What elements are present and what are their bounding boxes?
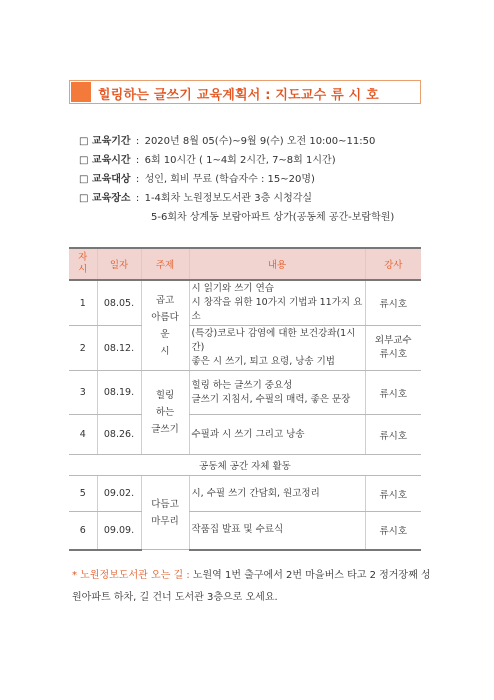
title-box [69, 80, 421, 104]
info-label: □ 교육대상 [79, 174, 131, 185]
table-row [69, 326, 421, 371]
info-value: 6회 10시간 ( 1~4회 2시간, 7~8회 1시간) [144, 155, 336, 166]
session-content: (특강)코로나 감염에 대한 보건강좌(1시간) 좋은 시 쓰기, 퇴고 요령, 낭송 기법 [189, 326, 365, 371]
session-number: 4 [69, 415, 97, 455]
info-location-cont [79, 208, 394, 227]
session-teacher: 류시호 [365, 476, 421, 512]
header-theme: 주제 [141, 248, 189, 280]
table-row [69, 371, 421, 415]
session-date: 08.05. [97, 280, 141, 326]
session-number: 3 [69, 371, 97, 415]
session-teacher: 류시호 [365, 371, 421, 415]
header-teacher: 강사 [365, 248, 421, 280]
session-date: 08.26. [97, 415, 141, 455]
table-row [69, 280, 421, 326]
session-teacher: 류시호 [365, 280, 421, 326]
header-session: 자 시 [69, 248, 97, 280]
session-content: 시, 수필 쓰기 간담회, 원고정리 [189, 476, 365, 512]
info-value: 2020년 8월 05(수)~9월 9(수) 오전 10:00~11:50 [144, 136, 376, 147]
session-date: 09.09. [97, 512, 141, 550]
session-date: 08.12. [97, 326, 141, 371]
info-location: □ 교육장소 : 1-4회차 노원정보도서관 3층 시청각실 [79, 193, 313, 204]
title-square-icon [71, 82, 91, 102]
schedule-table [69, 247, 421, 551]
info-label: □ 교육장소 [79, 193, 131, 204]
info-value: 성인, 회비 무료 (학습자수 : 15~20명) [144, 174, 315, 185]
session-content: 수필과 시 쓰기 그리고 낭송 [189, 415, 365, 455]
table-gap-row [69, 455, 421, 476]
session-theme: 다듬고 마무리 [141, 476, 189, 550]
table-row [69, 415, 421, 455]
session-theme: 곱고 아름다 운 시 [141, 280, 189, 371]
directions-label: * 노원정보도서관 오는 길 : [72, 570, 190, 581]
session-number: 2 [69, 326, 97, 371]
table-row [69, 476, 421, 512]
info-label: □ 교육기간 [79, 136, 131, 147]
session-number: 5 [69, 476, 97, 512]
header-content: 내용 [189, 248, 365, 280]
directions-note [72, 565, 432, 609]
table-header-row [69, 248, 421, 280]
session-date: 08.19. [97, 371, 141, 415]
info-period: □ 교육기간 : 2020년 8월 05(수)~9월 9(수) 오전 10:00~11:50 [79, 136, 376, 147]
course-info [79, 132, 394, 227]
session-theme: 힐링 하는 글쓰기 [141, 371, 189, 455]
session-teacher: 외부교수 류시호 [365, 326, 421, 371]
session-content: 힐링 하는 글쓰기 중요성 글쓰기 지침서, 수필의 매력, 좋은 문장 [189, 371, 365, 415]
session-date: 09.02. [97, 476, 141, 512]
session-content: 작품집 발표 및 수료식 [189, 512, 365, 550]
info-label: □ 교육시간 [79, 155, 131, 166]
gap-label: 공동체 공간 자체 활동 [69, 455, 421, 476]
info-target: □ 교육대상 : 성인, 회비 무료 (학습자수 : 15~20명) [79, 174, 315, 185]
session-number: 6 [69, 512, 97, 550]
info-value: 5-6회차 상계동 보람아파트 상가(공동체 공간-보람학원) [151, 212, 395, 223]
session-teacher: 류시호 [365, 512, 421, 550]
info-hours: □ 교육시간 : 6회 10시간 ( 1~4회 2시간, 7~8회 1시간) [79, 155, 336, 166]
directions-text: 노원역 1번 출구에서 2번 마을버스 타고 2 정거장째 성원아파트 하차, 길 건너 도서관 3층으로 오세요. [72, 570, 431, 603]
document-title: 힐링하는 글쓰기 교육계획서 : 지도교수 류 시 호 [98, 88, 379, 103]
info-value: 1-4회차 노원정보도서관 3층 시청각실 [144, 193, 313, 204]
table-row [69, 512, 421, 550]
session-number: 1 [69, 280, 97, 326]
session-content: 시 읽기와 쓰기 연습 시 창작을 위한 10가지 기법과 11가지 요소 [189, 280, 365, 326]
header-date: 일자 [97, 248, 141, 280]
session-teacher: 류시호 [365, 415, 421, 455]
